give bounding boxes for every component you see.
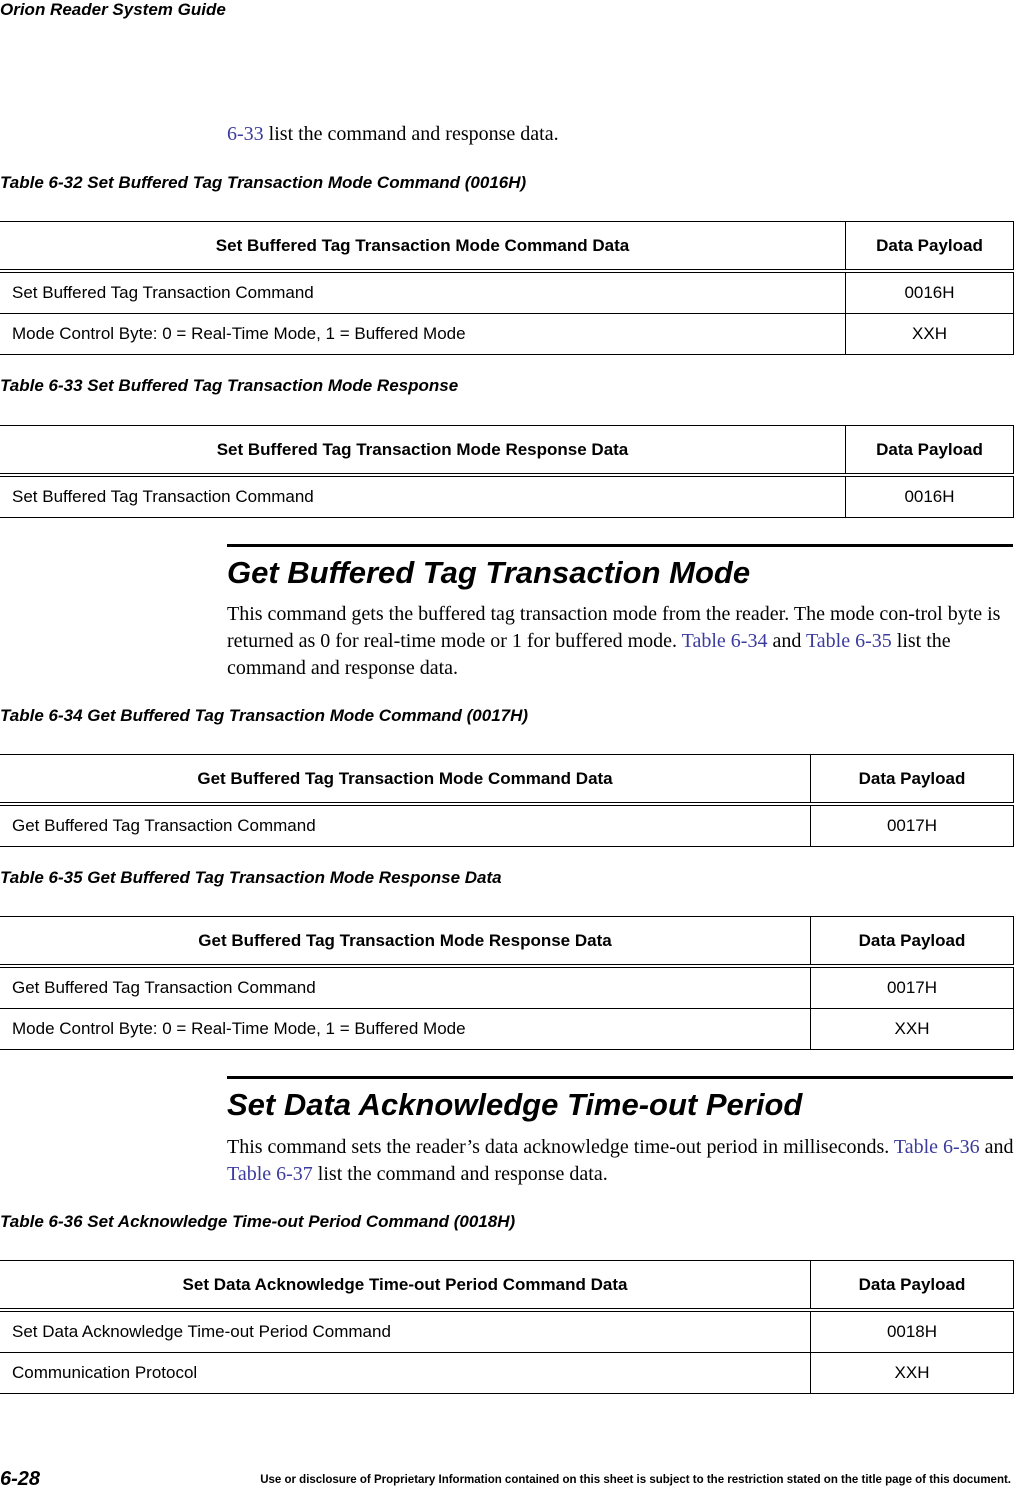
- page-number: 6-28: [0, 1468, 41, 1490]
- paragraph-text: This command sets the reader’s data acknowledge time-out period in milliseconds.: [227, 1136, 894, 1158]
- column-header: Data Payload: [846, 426, 1014, 476]
- paragraph-text: list the command and response data.: [312, 1163, 608, 1185]
- intro-paragraph: [227, 121, 1015, 148]
- paragraph-text: This command gets the buffered tag transaction mode from the reader. The mode con-trol byte is returned as 0 for real-time mode or 1 for buffered mode.: [227, 603, 1001, 652]
- table-cell: 0016H: [846, 271, 1014, 314]
- table-row: [0, 1353, 1014, 1394]
- section-heading: Set Data Acknowledge Time-out Period: [227, 1076, 1013, 1123]
- table-ref-link[interactable]: Table 6-35: [805, 630, 892, 652]
- paragraph-text: and: [767, 630, 806, 652]
- paragraph-text: and: [979, 1136, 1014, 1158]
- data-table: [0, 916, 1014, 1050]
- column-header: Set Buffered Tag Transaction Mode Response Data: [0, 426, 846, 476]
- table-row: [0, 1310, 1014, 1353]
- table-cell: Communication Protocol: [0, 1353, 811, 1394]
- table-cell: Mode Control Byte: 0 = Real-Time Mode, 1 = Buffered Mode: [0, 314, 846, 355]
- table-ref-link[interactable]: 6-33: [227, 123, 264, 145]
- column-header: Set Buffered Tag Transaction Mode Command Data: [0, 222, 846, 272]
- table-cell: XXH: [811, 1353, 1014, 1394]
- intro-text: list the command and response data.: [263, 123, 559, 145]
- table-ref-link[interactable]: Table 6-34: [681, 630, 768, 652]
- running-header: Orion Reader System Guide: [0, 0, 226, 19]
- data-table: [0, 754, 1014, 847]
- data-table: [0, 221, 1014, 355]
- table-caption: Table 6-32 Set Buffered Tag Transaction Mode Command (0016H): [0, 173, 527, 192]
- table-cell: Get Buffered Tag Transaction Command: [0, 804, 811, 847]
- table-cell: Set Data Acknowledge Time-out Period Command: [0, 1310, 811, 1353]
- table-row: [0, 314, 1014, 355]
- table-cell: 0017H: [811, 966, 1014, 1009]
- column-header: Data Payload: [811, 755, 1014, 805]
- table-cell: 0016H: [846, 475, 1014, 518]
- data-table: [0, 1260, 1014, 1394]
- table-cell: XXH: [846, 314, 1014, 355]
- column-header: Data Payload: [846, 222, 1014, 272]
- column-header: Data Payload: [811, 917, 1014, 967]
- column-header: Set Data Acknowledge Time-out Period Command Data: [0, 1261, 811, 1311]
- section-paragraph: [227, 601, 1015, 682]
- table-cell: Get Buffered Tag Transaction Command: [0, 966, 811, 1009]
- table-cell: Set Buffered Tag Transaction Command: [0, 475, 846, 518]
- table-caption: Table 6-36 Set Acknowledge Time-out Period Command (0018H): [0, 1212, 516, 1231]
- table-cell: XXH: [811, 1009, 1014, 1050]
- table-caption: Table 6-35 Get Buffered Tag Transaction Mode Response Data: [0, 868, 502, 887]
- table-cell: 0018H: [811, 1310, 1014, 1353]
- data-table: [0, 425, 1014, 518]
- table-cell: Mode Control Byte: 0 = Real-Time Mode, 1 = Buffered Mode: [0, 1009, 811, 1050]
- table-row: [0, 966, 1014, 1009]
- table-caption: Table 6-33 Set Buffered Tag Transaction Mode Response: [0, 376, 459, 395]
- proprietary-notice: Use or disclosure of Proprietary Information contained on this sheet is subject to the restriction stated on the title page of this document.: [260, 1474, 1011, 1486]
- table-caption: Table 6-34 Get Buffered Tag Transaction Mode Command (0017H): [0, 706, 529, 725]
- paragraph-text: list the command and response data.: [227, 630, 951, 679]
- column-header: Data Payload: [811, 1261, 1014, 1311]
- table-ref-link[interactable]: Table 6-37: [227, 1163, 313, 1185]
- section-heading: Get Buffered Tag Transaction Mode: [227, 544, 1013, 591]
- table-row: [0, 804, 1014, 847]
- column-header: Get Buffered Tag Transaction Mode Response Data: [0, 917, 811, 967]
- table-row: [0, 271, 1014, 314]
- table-cell: Set Buffered Tag Transaction Command: [0, 271, 846, 314]
- table-cell: 0017H: [811, 804, 1014, 847]
- table-row: [0, 1009, 1014, 1050]
- section-paragraph: [227, 1134, 1015, 1188]
- table-row: [0, 475, 1014, 518]
- table-ref-link[interactable]: Table 6-36: [893, 1136, 980, 1158]
- column-header: Get Buffered Tag Transaction Mode Command Data: [0, 755, 811, 805]
